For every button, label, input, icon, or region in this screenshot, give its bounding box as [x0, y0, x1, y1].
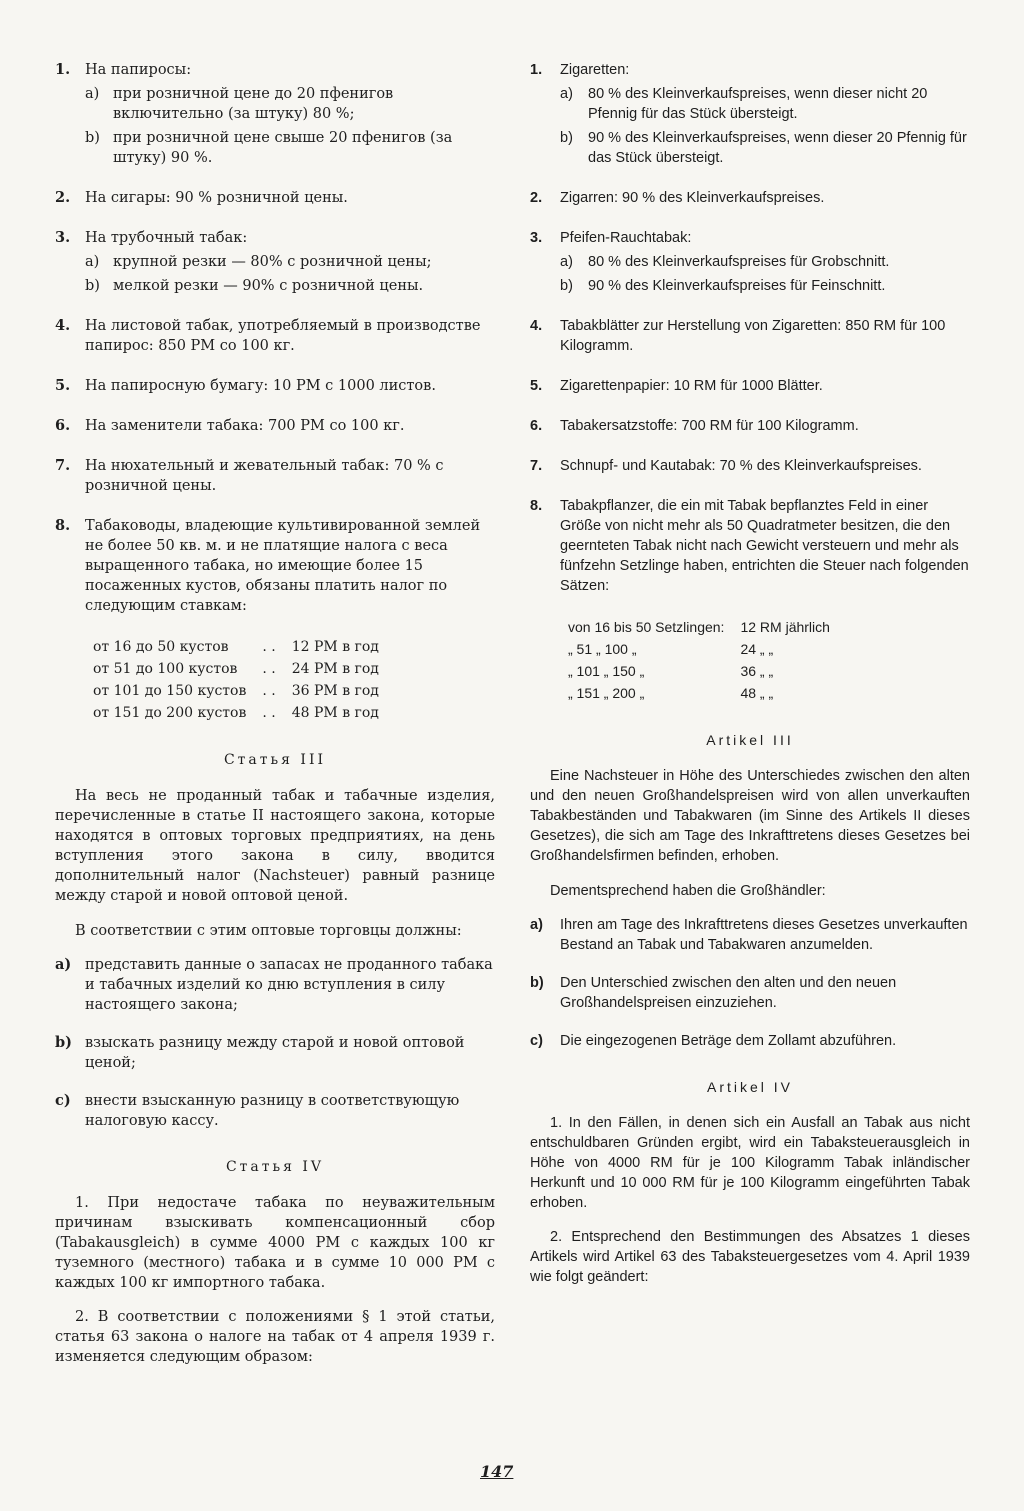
sub-item-letter: a): [560, 254, 573, 270]
rate-cell: . .: [262, 683, 276, 699]
rate-row: [560, 682, 838, 704]
rate-row: [560, 616, 838, 638]
item-number: 1.: [530, 62, 543, 78]
russian-column: [55, 60, 495, 1381]
rate-row: [85, 636, 387, 658]
item-number: 5.: [530, 378, 543, 394]
rate-cell: 48 „ „: [740, 685, 774, 701]
ru-art3-list: [55, 955, 495, 1131]
list-item: [530, 1031, 970, 1051]
sub-item: [560, 276, 970, 296]
item-text: На листовой табак, употребляемый в производстве папирос: 850 РМ со 100 кг.: [85, 318, 481, 354]
rate-row: [560, 660, 838, 682]
item-text: Zigarren: 90 % des Kleinverkaufspreises.: [560, 190, 825, 206]
rate-cell: 36 „ „: [740, 663, 774, 679]
rate-cell: от 101 до 150 кустов: [93, 683, 247, 699]
sub-item-text: 90 % des Kleinverkaufspreises, wenn dieser 20 Pfennig für das Stück übersteigt.: [588, 130, 967, 166]
sub-item: [560, 84, 970, 124]
rate-cell: . .: [262, 639, 276, 655]
rate-cell: 12 РМ в год: [291, 639, 379, 655]
list-item: [530, 456, 970, 476]
item-number: 5.: [55, 377, 71, 394]
item-number: 4.: [55, 317, 71, 334]
list-item: [530, 915, 970, 955]
item-letter: c): [530, 1032, 543, 1049]
sub-item: [560, 252, 970, 272]
rate-cell: 12 RM jährlich: [740, 619, 830, 635]
rate-cell: 24 „ „: [740, 641, 774, 657]
sub-item-letter: a): [85, 254, 100, 270]
list-item: [530, 416, 970, 436]
ru-rates-table: [85, 636, 387, 724]
list-item: [55, 416, 495, 436]
sub-item: [85, 252, 495, 272]
rate-cell: от 51 до 100 кустов: [93, 661, 238, 677]
de-art3-list: [530, 915, 970, 1051]
de-rate-list: [530, 60, 970, 596]
item-text: На папиросную бумагу: 10 РМ с 1000 листов.: [85, 378, 436, 394]
list-item: [55, 60, 495, 168]
ru-heading-article-4: Статья IV: [225, 1158, 325, 1175]
rate-row: [560, 638, 838, 660]
de-heading-article-4: Artikel IV: [706, 1078, 793, 1095]
item-number: 8.: [55, 517, 71, 534]
list-item: [530, 60, 970, 168]
item-text: На папиросы:: [85, 62, 192, 78]
list-item: [530, 496, 970, 596]
item-number: 1.: [55, 61, 71, 78]
item-text: Tabakpflanzer, die ein mit Tabak bepflanztes Feld in einer Größe von nicht mehr als 50 Quadratmeter besitzen, die den geernteten Tabak nicht nach Gewicht versteuern und mehr als fünfzehn Setzlinge haben, entrichten die Steuer nach folgenden Sätzen:: [560, 498, 969, 594]
ru-art3-paragraph: На весь не проданный табак и табачные изделия, перечисленные в статье II настоящего закона, которые находятся в оптовых торговых предприятиях, на день вступления этого закона в силу, вводится дополнительный налог (Nachsteuer) равный разнице между старой и новой оптовой ценой.: [55, 788, 495, 904]
item-text: Den Unterschied zwischen den alten und den neuen Großhandelspreisen einzuziehen.: [560, 974, 897, 1011]
item-text: Schnupf- und Kautabak: 70 % des Kleinverkaufspreises.: [560, 458, 922, 474]
item-text: На сигары: 90 % розничной цены.: [85, 190, 348, 206]
sub-item-letter: b): [560, 278, 573, 294]
ru-art3-paragraph-2: В соответствии с этим оптовые торговцы должны:: [75, 922, 462, 939]
list-item: [55, 1091, 495, 1131]
rate-cell: 48 РМ в год: [291, 705, 379, 721]
sub-item-text: 80 % des Kleinverkaufspreises, wenn dieser nicht 20 Pfennig für das Stück übersteigt.: [588, 86, 928, 122]
item-text: Pfeifen-Rauchtabak:: [560, 230, 692, 246]
item-number: 8.: [530, 498, 543, 514]
ru-art4-paragraph-2: 2. В соответствии с положениями § 1 этой статьи, статья 63 закона о налоге на табак от 4 апреля 1939 г. изменяется следующим образом:: [55, 1309, 495, 1365]
list-item: [55, 376, 495, 396]
list-item: [55, 316, 495, 356]
item-number: 3.: [55, 229, 71, 246]
item-text: Ihren am Tage des Inkrafttretens dieses Gesetzes unverkauften Bestand an Tabak und Tabakwaren anzumelden.: [560, 916, 968, 953]
ru-heading-article-3: Статья III: [223, 752, 327, 768]
sub-item-text: крупной резки — 80% с розничной цены;: [113, 254, 432, 270]
list-item: [530, 973, 970, 1013]
list-item: [530, 228, 970, 296]
item-text: На трубочный табак:: [85, 230, 248, 246]
item-text: взыскать разницу между старой и новой оптовой ценой;: [85, 1034, 465, 1071]
list-item: [55, 456, 495, 496]
item-number: 4.: [530, 318, 543, 334]
list-item: [530, 376, 970, 396]
de-heading-article-3: Artikel III: [706, 732, 794, 748]
de-art4-paragraph-1: 1. In den Fällen, in denen sich ein Ausfall an Tabak aus nicht entschuldbaren Gründen ergibt, wird ein Tabaksteuerausgleich in Höhe von 4000 RM für je 100 Kilogramm Tabak inländischer Herkunft und 10 000 RM für je 100 Kilogramm eingeführten Tabak erhoben.: [530, 1114, 970, 1211]
list-item: [530, 188, 970, 208]
item-text: На нюхательный и жевательный табак: 70 % с розничной цены.: [85, 458, 444, 494]
rate-row: [85, 702, 387, 724]
sub-item-text: мелкой резки — 90% с розничной цены.: [113, 278, 424, 294]
item-text: Tabakersatzstoffe: 700 RM für 100 Kilogramm.: [560, 418, 859, 434]
item-text: На заменители табака: 700 РМ со 100 кг.: [85, 418, 405, 434]
item-letter: a): [55, 955, 72, 973]
list-item: [530, 316, 970, 356]
sub-item-text: при розничной цене до 20 пфенигов включительно (за штуку) 80 %;: [113, 86, 394, 122]
sub-item-letter: b): [560, 130, 573, 146]
rate-cell: . .: [262, 705, 276, 721]
list-item: [55, 228, 495, 296]
rate-cell: 36 РМ в год: [291, 683, 379, 699]
rate-cell: от 151 до 200 кустов: [93, 705, 247, 721]
rate-cell: von 16 bis 50 Setzlingen:: [568, 619, 725, 635]
item-text: Zigarettenpapier: 10 RM für 1000 Blätter.: [560, 378, 823, 394]
sub-item: [560, 128, 970, 168]
sub-item-letter: b): [85, 278, 100, 294]
rate-row: [85, 680, 387, 702]
sub-item-text: 80 % des Kleinverkaufspreises für Grobschnitt.: [588, 254, 890, 270]
sub-item: [85, 84, 495, 124]
sub-item: [85, 276, 495, 296]
item-text: внести взысканную разницу в соответствующую налоговую кассу.: [85, 1092, 460, 1129]
item-number: 7.: [55, 457, 71, 474]
rate-row: [85, 658, 387, 680]
list-item: [55, 188, 495, 208]
item-letter: a): [530, 916, 543, 933]
rate-cell: „ 101 „ 150 „: [568, 663, 645, 679]
item-text: представить данные о запасах не проданного табака и табачных изделий ко дню вступления в силу настоящего закона;: [85, 956, 493, 1013]
item-number: 2.: [530, 190, 543, 206]
sub-item-letter: a): [560, 86, 573, 102]
item-letter: b): [55, 1033, 72, 1051]
sub-item: [85, 128, 495, 168]
item-number: 6.: [530, 418, 543, 434]
item-text: Tabakblätter zur Herstellung von Zigaretten: 850 RM für 100 Kilogramm.: [560, 318, 946, 354]
rate-cell: 24 РМ в год: [291, 661, 379, 677]
rate-cell: от 16 до 50 кустов: [93, 639, 229, 655]
list-item: [55, 516, 495, 616]
page-number: 147: [480, 1462, 514, 1481]
item-letter: c): [55, 1091, 71, 1109]
item-number: 7.: [530, 458, 543, 474]
german-column: [530, 60, 970, 1301]
sub-item-letter: b): [85, 130, 100, 146]
de-art3-paragraph-2: Dementsprechend haben die Großhändler:: [550, 882, 826, 899]
item-text: Die eingezogenen Beträge dem Zollamt abzuführen.: [560, 1032, 897, 1049]
sub-item-letter: a): [85, 86, 100, 102]
rate-cell: „ 51 „ 100 „: [568, 641, 637, 657]
list-item: [55, 1033, 495, 1073]
list-item: [55, 955, 495, 1015]
item-letter: b): [530, 974, 544, 991]
item-text: Zigaretten:: [560, 62, 630, 78]
de-art4-paragraph-2: 2. Entsprechend den Bestimmungen des Absatzes 1 dieses Artikels wird Artikel 63 des Tabaksteuergesetzes vom 4. April 1939 wie folgt geändert:: [530, 1229, 970, 1285]
rate-cell: „ 151 „ 200 „: [568, 685, 645, 701]
sub-item-text: при розничной цене свыше 20 пфенигов (за штуку) 90 %.: [113, 130, 453, 166]
ru-art4-paragraph-1: 1. При недостаче табака по неуважительным причинам взыскивать компенсационный сбор (Tabakausgleich) в сумме 4000 РМ с каждых 100 кг туземного (местного) табака и в сумме 10 000 РМ с каждых 100 кг импортного табака.: [55, 1194, 495, 1291]
de-rates-table: [560, 616, 838, 704]
ru-rate-list: [55, 60, 495, 616]
item-number: 6.: [55, 417, 71, 434]
rate-cell: . .: [262, 661, 276, 677]
item-text: Табаководы, владеющие культивированной землей не более 50 кв. м. и не платящие налога с веса выращенного табака, но имеющие более 15 посаженных кустов, обязаны платить налог по следующим ставкам:: [85, 518, 481, 614]
item-number: 2.: [55, 189, 71, 206]
item-number: 3.: [530, 230, 543, 246]
de-art3-paragraph: Eine Nachsteuer in Höhe des Unterschiedes zwischen den alten und den neuen Großhandelspreisen wird von allen unverkauften Tabakbeständen und Tabakwaren (im Sinne des Artikels II dieses Gesetzes), die sich am Tage des Inkrafttretens dieses Gesetzes bei Großhandelsfirmen befinden, erhoben.: [530, 768, 970, 864]
sub-item-text: 90 % des Kleinverkaufspreises für Feinschnitt.: [588, 278, 886, 294]
